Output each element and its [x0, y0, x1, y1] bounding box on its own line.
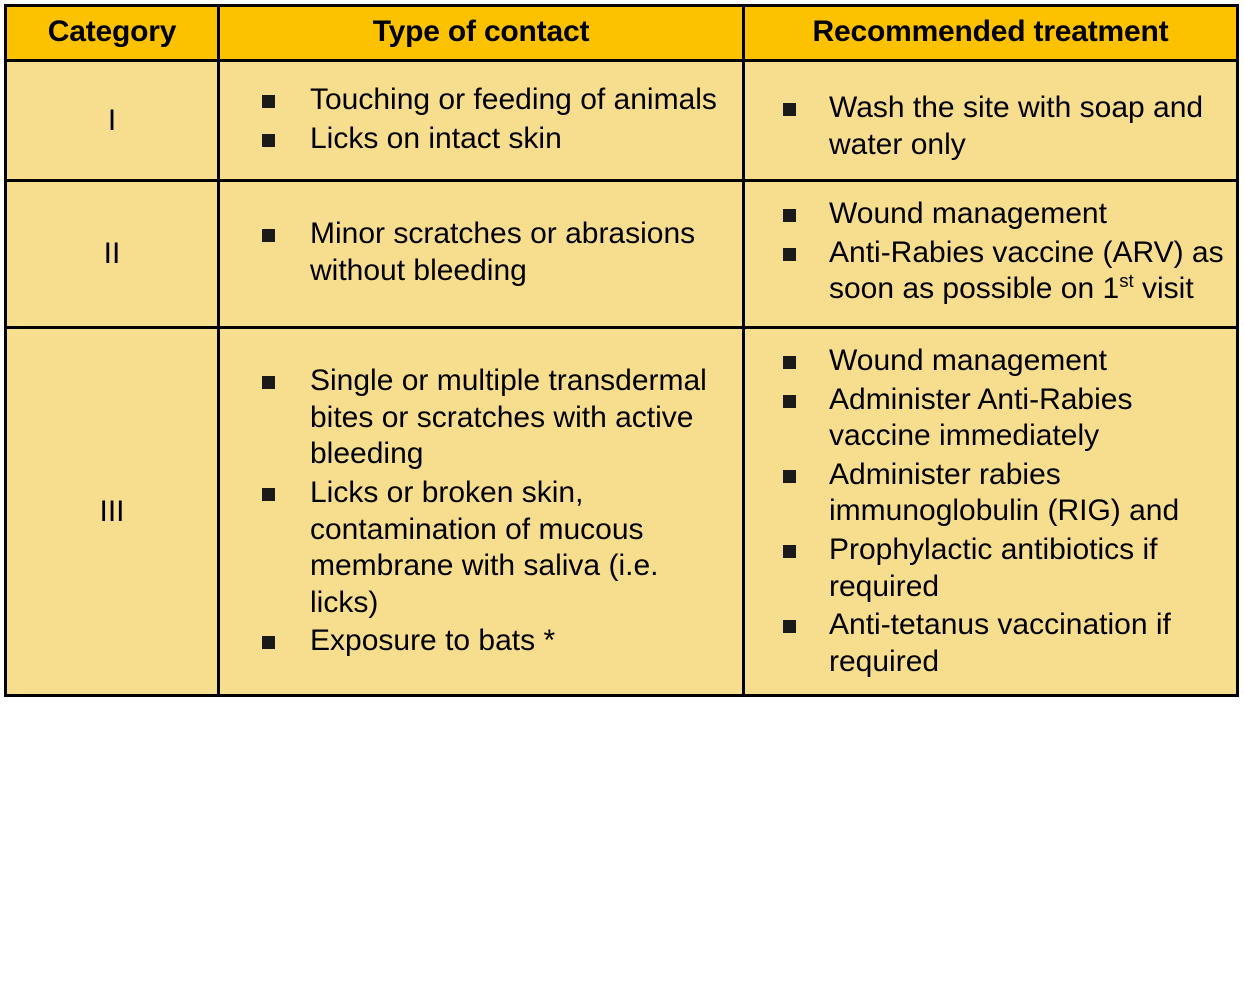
rabies-exposure-table [4, 4, 1239, 697]
list-item: Anti-Rabies vaccine (ARV) as soon as possible on 1st visit [759, 235, 1226, 308]
cell-type-of-contact [219, 181, 744, 328]
contact-list [234, 82, 732, 157]
contact-list [234, 363, 732, 660]
column-header-category: Category [6, 6, 219, 61]
treatment-list [759, 343, 1226, 680]
list-item: Licks or broken skin, contamination of mucous membrane with saliva (i.e. licks) [234, 475, 732, 621]
cell-recommended-treatment [744, 327, 1238, 695]
column-header-recommended-treatment: Recommended treatment [744, 6, 1238, 61]
column-header-type-of-contact: Type of contact [219, 6, 744, 61]
list-item: Licks on intact skin [234, 121, 732, 158]
list-item: Minor scratches or abrasions without bleeding [234, 216, 732, 289]
list-item: Exposure to bats * [234, 623, 732, 660]
table-row [6, 181, 1238, 328]
table-header [6, 6, 1238, 61]
list-item: Administer Anti-Rabies vaccine immediately [759, 382, 1226, 455]
list-item: Wash the site with soap and water only [759, 90, 1226, 163]
table-body [6, 61, 1238, 696]
list-item: Wound management [759, 196, 1226, 233]
table-row [6, 327, 1238, 695]
table-header-row [6, 6, 1238, 61]
contact-list [234, 216, 732, 289]
list-item: Single or multiple transdermal bites or scratches with active bleeding [234, 363, 732, 473]
table-row [6, 61, 1238, 181]
cell-category: I [6, 61, 219, 181]
cell-recommended-treatment [744, 181, 1238, 328]
list-item: Anti-tetanus vaccination if required [759, 607, 1226, 680]
cell-type-of-contact [219, 327, 744, 695]
list-item: Prophylactic antibiotics if required [759, 532, 1226, 605]
list-item: Wound management [759, 343, 1226, 380]
treatment-list [759, 196, 1226, 308]
cell-type-of-contact [219, 61, 744, 181]
cell-category: III [6, 327, 219, 695]
list-item: Administer rabies immunoglobulin (RIG) and [759, 457, 1226, 530]
cell-category: II [6, 181, 219, 328]
list-item: Touching or feeding of animals [234, 82, 732, 119]
cell-recommended-treatment [744, 61, 1238, 181]
treatment-list [759, 90, 1226, 163]
